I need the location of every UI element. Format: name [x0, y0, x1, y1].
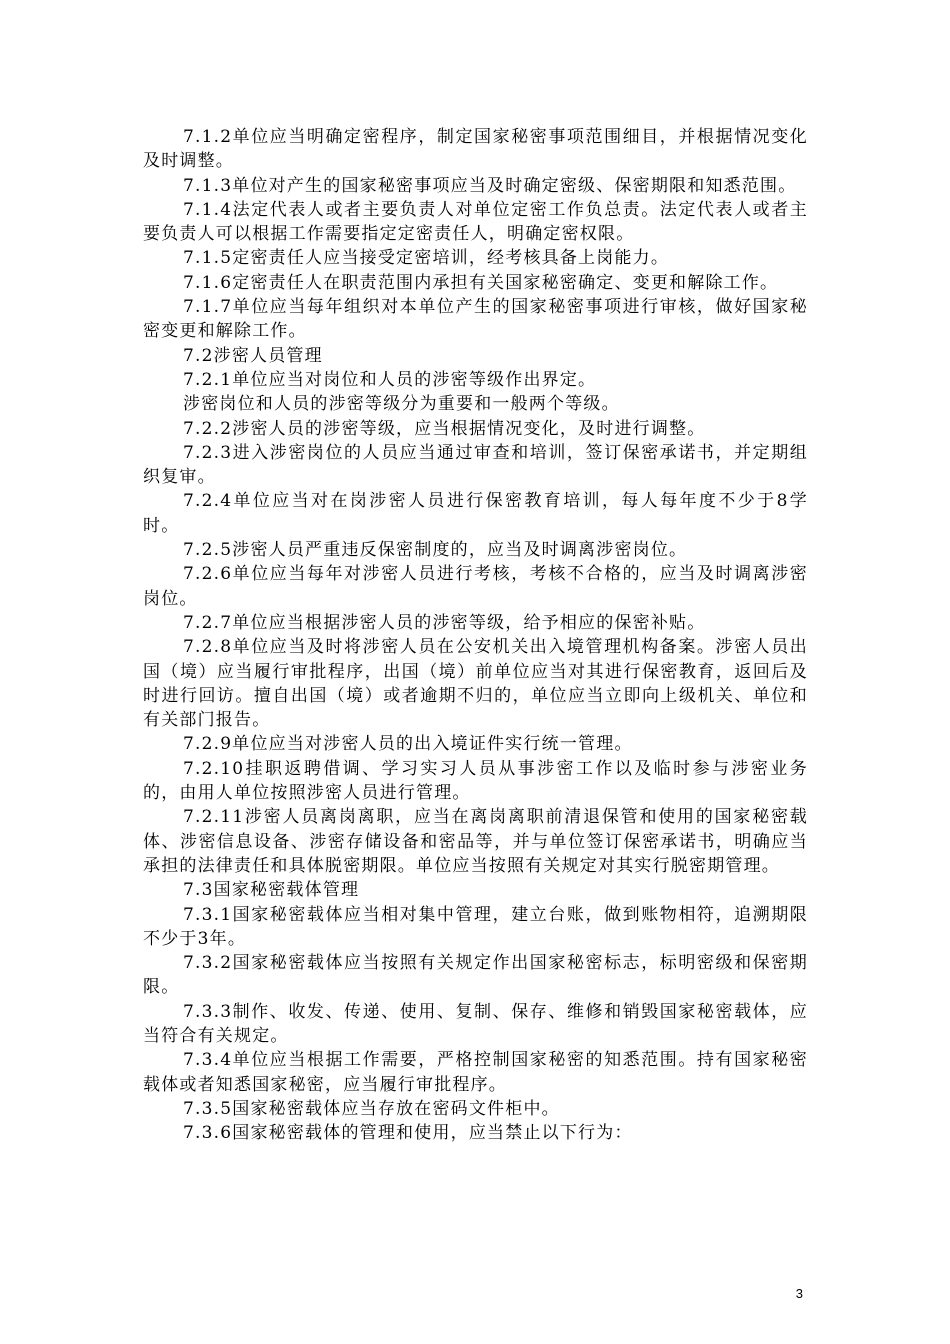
paragraph-7-1-2: 7.1.2单位应当明确定密程序，制定国家秘密事项范围细目，并根据情况变化及时调整。 [143, 127, 808, 172]
paragraph-7-2-1: 7.2.1单位应当对岗位和人员的涉密等级作出界定。 [183, 369, 597, 390]
paragraph-7-3-4: 7.3.4单位应当根据工作需要，严格控制国家秘密的知悉范围。持有国家秘密载体或者知悉国家秘密，应当履行审批程序。 [143, 1050, 808, 1095]
paragraph-7-1-6: 7.1.6定密责任人在职责范围内承担有关国家秘密确定、变更和解除工作。 [183, 272, 779, 293]
paragraph-7-2-10: 7.2.10挂职返聘借调、学习实习人员从事涉密工作以及临时参与涉密业务的，由用人单位按照涉密人员进行管理。 [143, 758, 808, 804]
paragraph-7-2-6: 7.2.6单位应当每年对涉密人员进行考核，考核不合格的，应当及时调离涉密岗位。 [143, 564, 808, 609]
paragraph-7-2-8: 7.2.8单位应当及时将涉密人员在公安机关出入境管理机构备案。涉密人员出国（境）应当履行审批程序，出国（境）前单位应当对其进行保密教育，返回后及时进行回访。擅自出国（境）或者逾期不归的，单位应当立即向上级机关、单位和有关部门报告。 [143, 637, 808, 731]
paragraph-7-2-5: 7.2.5涉密人员严重违反保密制度的，应当及时调离涉密岗位。 [183, 540, 688, 561]
paragraph-7-1-4: 7.1.4法定代表人或者主要负责人对单位定密工作负总责。法定代表人或者主要负责人可以根据工作需要指定定密责任人，明确定密权限。 [143, 199, 808, 245]
paragraph-7-3-1: 7.3.1国家秘密载体应当相对集中管理，建立台账，做到账物相符，追溯期限不少于3年。 [143, 904, 808, 949]
paragraph-7-1-5: 7.1.5定密责任人应当接受定密培训，经考核具备上岗能力。 [183, 248, 670, 269]
paragraph-7-2-9: 7.2.9单位应当对涉密人员的出入境证件实行统一管理。 [183, 734, 633, 755]
paragraph-7-2-4: 7.2.4单位应当对在岗涉密人员进行保密教育培训，每人每年度不少于8学时。 [143, 491, 808, 536]
paragraph-7-1-3: 7.1.3单位对产生的国家秘密事项应当及时确定密级、保密期限和知悉范围。 [183, 175, 797, 196]
paragraph-7-2-2: 7.2.2涉密人员的涉密等级，应当根据情况变化，及时进行调整。 [183, 418, 706, 439]
document-body [143, 125, 808, 1145]
paragraph-7-3-3: 7.3.3制作、收发、传递、使用、复制、保存、维修和销毁国家秘密载体，应当符合有关规定。 [143, 1001, 808, 1046]
paragraph-7-2-3: 7.2.3进入涉密岗位的人员应当通过审查和培训，签订保密承诺书，并定期组织复审。 [143, 442, 808, 488]
paragraph-7-3-5: 7.3.5国家秘密载体应当存放在密码文件柜中。 [183, 1098, 560, 1119]
page-number: 3 [795, 1286, 803, 1301]
paragraph-7-3-2: 7.3.2国家秘密载体应当按照有关规定作出国家秘密标志，标明密级和保密期限。 [143, 953, 808, 998]
section-heading-7-3: 7.3国家秘密载体管理 [183, 880, 360, 901]
section-heading-7-2: 7.2涉密人员管理 [183, 345, 323, 366]
paragraph-7-2-11: 7.2.11涉密人员离岗离职，应当在离岗离职前清退保管和使用的国家秘密载体、涉密信息设备、涉密存储设备和密品等，并与单位签订保密承诺书，明确应当承担的法律责任和具体脱密期限。单位应当按照有关规定对其实行脱密期管理。 [143, 807, 808, 876]
paragraph-7-2-7: 7.2.7单位应当根据涉密人员的涉密等级，给予相应的保密补贴。 [183, 612, 706, 633]
paragraph-7-1-7: 7.1.7单位应当每年组织对本单位产生的国家秘密事项进行审核，做好国家秘密变更和解除工作。 [143, 297, 808, 342]
paragraph-7-3-6: 7.3.6国家秘密载体的管理和使用，应当禁止以下行为： [183, 1123, 633, 1144]
paragraph-7-2-1-note: 涉密岗位和人员的涉密等级分为重要和一般两个等级。 [183, 394, 620, 415]
